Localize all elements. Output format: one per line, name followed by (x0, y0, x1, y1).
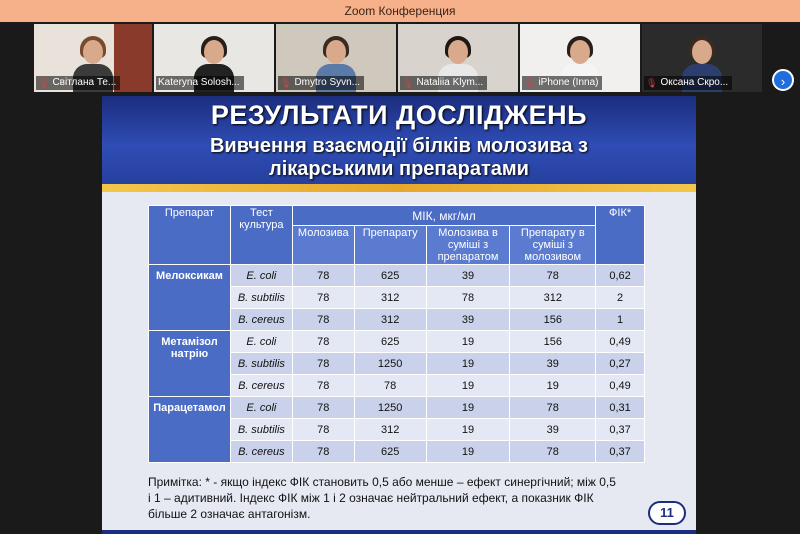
fik-cell: 1 (596, 309, 645, 331)
value-cell: 78 (510, 265, 596, 287)
participant-name: Оксана Скро... (660, 77, 729, 88)
participant-tile[interactable] (520, 24, 640, 92)
header-sub: Молозива (292, 226, 354, 265)
slide-title: РЕЗУЛЬТАТИ ДОСЛІДЖЕНЬ (210, 100, 588, 130)
value-cell: 78 (292, 397, 354, 419)
mic-muted-icon: 🎙 (280, 78, 292, 88)
value-cell: 78 (510, 397, 596, 419)
next-page-button[interactable]: › (772, 69, 794, 91)
drug-cell: Метамізол натрію (149, 331, 231, 397)
fik-cell: 0,62 (596, 265, 645, 287)
window-title: Zoom Конференция (344, 4, 456, 18)
culture-cell: B. subtilis (230, 419, 292, 441)
participant-tile[interactable] (642, 24, 762, 92)
value-cell: 39 (510, 419, 596, 441)
participant-tile[interactable] (398, 24, 518, 92)
participant-tile[interactable] (154, 24, 274, 92)
value-cell: 19 (426, 375, 510, 397)
participant-strip (0, 22, 800, 96)
participant-name: Світлана Те... (52, 77, 117, 88)
culture-cell: B. subtilis (230, 353, 292, 375)
value-cell: 312 (354, 287, 426, 309)
participant-name: iPhone (Inna) (538, 77, 599, 88)
participant-name: Kateryna Solosh... (158, 77, 240, 88)
participant-name: Nataliia Klym... (416, 77, 484, 88)
value-cell: 19 (426, 419, 510, 441)
slide-subtitle-line2: лікарськими препаратами (269, 158, 529, 180)
culture-cell: E. coli (230, 331, 292, 353)
participant-tile[interactable] (34, 24, 152, 92)
participant-name-label (522, 76, 602, 90)
slide-footnote: Примітка: * - якщо індекс ФІК становить 0,5 або менше – ефект синергічний; між 0,5 і 1 – адитивний. Індекс ФІК між 1 і 2 означає нейтральний ефект, а показник ФІК більше 2 означає антагонізм. (148, 475, 616, 521)
value-cell: 19 (426, 397, 510, 419)
value-cell: 39 (510, 353, 596, 375)
participant-name-label (644, 76, 732, 90)
table-row (149, 265, 645, 287)
mic-muted-icon: 🎙 (646, 78, 658, 88)
mic-muted-icon: 🎙 (524, 78, 536, 88)
value-cell: 78 (292, 287, 354, 309)
value-cell: 19 (426, 353, 510, 375)
value-cell: 312 (354, 419, 426, 441)
value-cell: 1250 (354, 397, 426, 419)
value-cell: 19 (426, 441, 510, 463)
culture-cell: B. subtilis (230, 287, 292, 309)
mic-muted-icon: 🎙 (38, 78, 50, 88)
value-cell: 78 (426, 287, 510, 309)
table-row (149, 331, 645, 353)
fik-cell: 2 (596, 287, 645, 309)
culture-cell: B. cereus (230, 441, 292, 463)
value-cell: 156 (510, 331, 596, 353)
slide-page-number: 11 (648, 501, 686, 525)
value-cell: 156 (510, 309, 596, 331)
fik-cell: 0,49 (596, 375, 645, 397)
culture-cell: E. coli (230, 397, 292, 419)
fik-cell: 0,37 (596, 441, 645, 463)
value-cell: 78 (292, 309, 354, 331)
value-cell: 625 (354, 331, 426, 353)
header-sub: Молозива в суміші з препаратом (426, 226, 510, 265)
participant-name-label (156, 76, 244, 90)
value-cell: 78 (354, 375, 426, 397)
culture-cell: B. cereus (230, 375, 292, 397)
mic-muted-icon: 🎙 (402, 78, 414, 88)
value-cell: 78 (292, 375, 354, 397)
header-mic: МІК, мкг/мл (292, 206, 595, 226)
table-row (149, 397, 645, 419)
drug-cell: Мелоксикам (149, 265, 231, 331)
value-cell: 19 (426, 331, 510, 353)
participant-name-label (400, 76, 487, 90)
header-culture: Тест культура (230, 206, 292, 265)
results-table (148, 205, 645, 463)
value-cell: 78 (292, 265, 354, 287)
value-cell: 78 (510, 441, 596, 463)
header-sub: Препарату в суміші з молозивом (510, 226, 596, 265)
shared-slide (102, 96, 696, 534)
slide-subtitle-line1: Вивчення взаємодії білків молозива з (209, 135, 589, 157)
window-titlebar (0, 0, 800, 22)
value-cell: 19 (510, 375, 596, 397)
header-sub: Препарату (354, 226, 426, 265)
slide-header (102, 96, 696, 186)
value-cell: 625 (354, 265, 426, 287)
value-cell: 78 (292, 353, 354, 375)
value-cell: 78 (292, 331, 354, 353)
value-cell: 1250 (354, 353, 426, 375)
slide-bottom-bar (102, 530, 696, 534)
fik-cell: 0,31 (596, 397, 645, 419)
value-cell: 312 (354, 309, 426, 331)
fik-cell: 0,27 (596, 353, 645, 375)
drug-cell: Парацетамол (149, 397, 231, 463)
culture-cell: E. coli (230, 265, 292, 287)
culture-cell: B. cereus (230, 309, 292, 331)
fik-cell: 0,49 (596, 331, 645, 353)
participant-name-label (36, 76, 120, 90)
participant-tile[interactable] (276, 24, 396, 92)
value-cell: 78 (292, 441, 354, 463)
header-drug: Препарат (149, 206, 231, 265)
value-cell: 312 (510, 287, 596, 309)
fik-cell: 0,37 (596, 419, 645, 441)
header-fik: ФІК* (596, 206, 645, 265)
value-cell: 39 (426, 309, 510, 331)
value-cell: 78 (292, 419, 354, 441)
participant-name: Dmytro Syvn... (294, 77, 361, 88)
participant-name-label (278, 76, 364, 90)
value-cell: 625 (354, 441, 426, 463)
value-cell: 39 (426, 265, 510, 287)
